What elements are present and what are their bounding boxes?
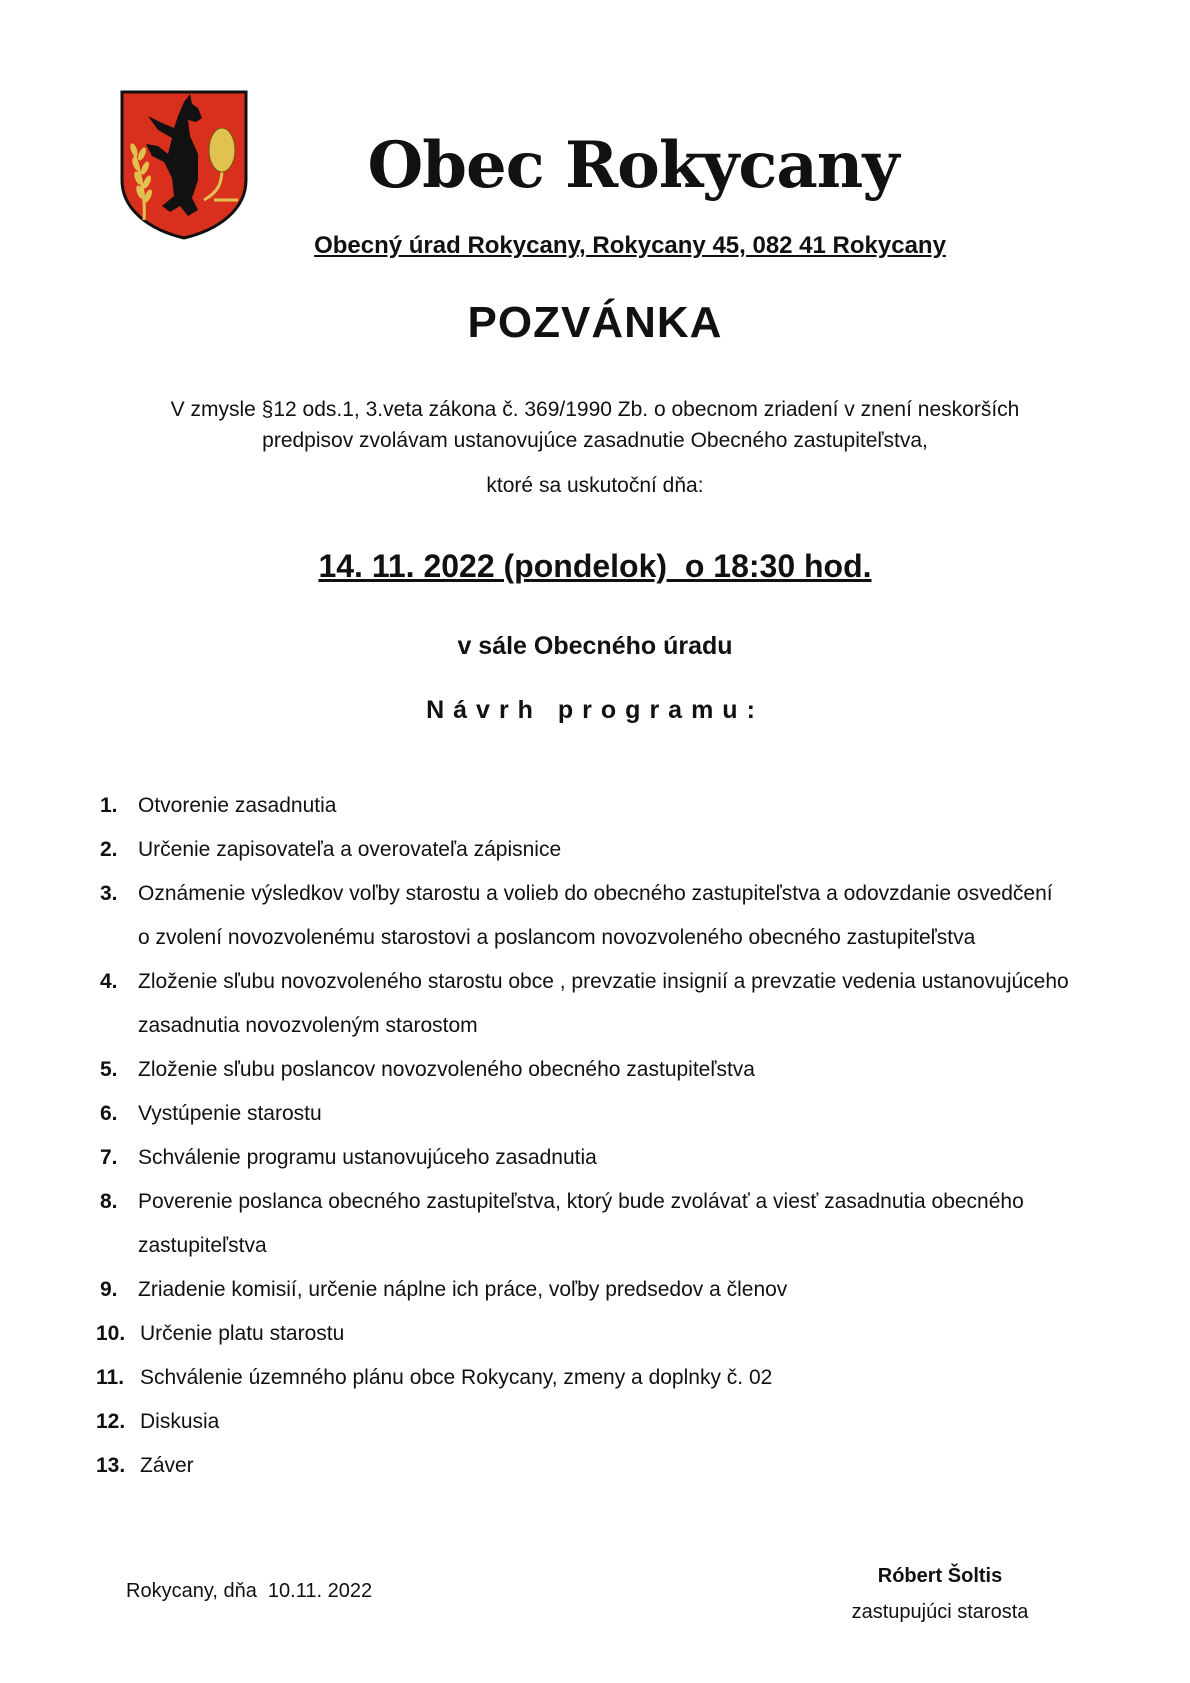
agenda-item-text: Poverenie poslanca obecného zastupiteľstva, ktorý bude zvolávať a viesť zasadnutia obecného: [138, 1190, 1024, 1213]
agenda-item: [96, 1048, 1136, 1092]
signature-block: [820, 1558, 1060, 1630]
agenda-item: [96, 1312, 1136, 1356]
intro-text: [0, 394, 1190, 456]
agenda-item: [96, 960, 1136, 1048]
agenda-item-number: 1.: [100, 794, 118, 817]
agenda-item: [96, 1180, 1136, 1268]
signer-name: Róbert Šoltis: [877, 1565, 1003, 1587]
signer-role: zastupujúci starosta: [851, 1601, 1029, 1623]
agenda-item-number: 10.: [96, 1322, 126, 1345]
program-heading: Návrh programu:: [426, 696, 764, 724]
agenda-item-text: Schválenie územného plánu obce Rokycany, zmeny a doplnky č. 02: [140, 1366, 773, 1389]
agenda-item: [96, 784, 1136, 828]
agenda-item-number: 13.: [96, 1454, 126, 1477]
agenda-list: [96, 784, 1136, 1488]
agenda-item-text: Určenie zapisovateľa a overovateľa zápisnice: [138, 838, 562, 861]
agenda-item: [96, 1356, 1136, 1400]
agenda-item-number: 12.: [96, 1410, 126, 1433]
agenda-item-number: 5.: [100, 1058, 118, 1081]
agenda-item-number: 6.: [100, 1102, 118, 1125]
meeting-date-time: 14. 11. 2022 (pondelok) o 18:30 hod.: [318, 548, 872, 584]
agenda-item-text: Vystúpenie starostu: [138, 1102, 322, 1125]
agenda-item: [96, 828, 1136, 872]
agenda-item-text: Otvorenie zasadnutia: [138, 794, 337, 817]
agenda-item-number: 7.: [100, 1146, 118, 1169]
agenda-item: [96, 1092, 1136, 1136]
agenda-item: [96, 872, 1136, 960]
agenda-item: [96, 1136, 1136, 1180]
intro-line: V zmysle §12 ods.1, 3.veta zákona č. 369/1990 Zb. o obecnom zriadení v znení neskorších: [170, 398, 1020, 421]
office-address: Obecný úrad Rokycany, Rokycany 45, 082 41 Rokycany: [314, 232, 946, 259]
agenda-item-number: 9.: [100, 1278, 118, 1301]
agenda-item-number: 11.: [96, 1366, 125, 1389]
document-title: POZVÁNKA: [467, 298, 723, 347]
agenda-item-continuation: o zvolení novozvolenému starostovi a poslancom novozvoleného obecného zastupiteľstva: [138, 926, 976, 949]
intro-line: predpisov zvolávam ustanovujúce zasadnutie Obecného zastupiteľstva,: [262, 429, 928, 452]
agenda-item-text: Záver: [140, 1454, 194, 1477]
meeting-venue: v sále Obecného úradu: [457, 632, 733, 660]
municipality-name: Obec Rokycany: [367, 128, 899, 203]
agenda-item-number: 3.: [100, 882, 118, 905]
agenda-item: [96, 1268, 1136, 1312]
agenda-item-text: Zloženie sľubu poslancov novozvoleného obecného zastupiteľstva: [138, 1058, 755, 1081]
agenda-item: [96, 1400, 1136, 1444]
place-and-date: Rokycany, dňa 10.11. 2022: [126, 1580, 373, 1602]
agenda-item-text: Oznámenie výsledkov voľby starostu a volieb do obecného zastupiteľstva a odovzdanie osvedčení: [138, 882, 1053, 905]
agenda-item-text: Určenie platu starostu: [140, 1322, 345, 1345]
agenda-item-text: Zriadenie komisií, určenie náplne ich práce, voľby predsedov a členov: [138, 1278, 788, 1301]
agenda-item-number: 2.: [100, 838, 118, 861]
agenda-item-text: Schválenie programu ustanovujúceho zasadnutia: [138, 1146, 597, 1169]
agenda-item-continuation: zasadnutia novozvoleným starostom: [138, 1014, 478, 1037]
agenda-item: [96, 1444, 1136, 1488]
agenda-item-number: 4.: [100, 970, 118, 993]
intro-line: ktoré sa uskutoční dňa:: [486, 474, 704, 497]
agenda-item-text: Diskusia: [140, 1410, 220, 1433]
agenda-item-continuation: zastupiteľstva: [138, 1234, 267, 1257]
agenda-item-text: Zloženie sľubu novozvoleného starostu obce , prevzatie insignií a prevzatie vedenia ustanovujúceho: [138, 970, 1069, 993]
agenda-item-number: 8.: [100, 1190, 118, 1213]
